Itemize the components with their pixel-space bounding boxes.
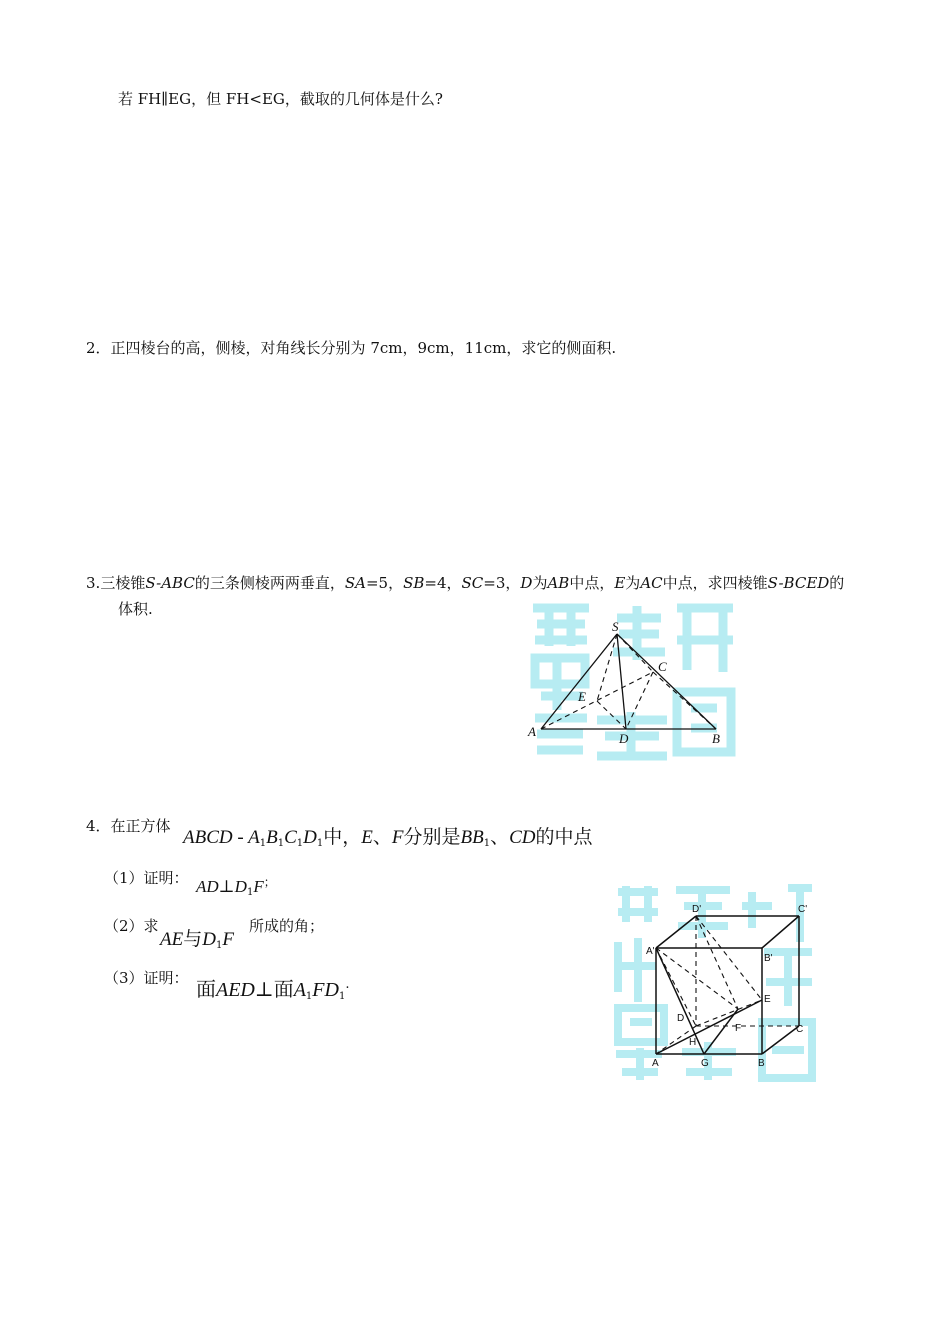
q3-line1 <box>86 572 844 593</box>
label-C: C <box>658 659 667 674</box>
q4-sub: 1 <box>277 838 285 849</box>
label-E: E <box>578 689 586 704</box>
p3-AED: AED <box>216 979 255 1001</box>
q4-p3-label: （3）证明： <box>104 969 189 987</box>
q4-C1: C <box>284 827 297 848</box>
q3-t10: 的 <box>829 574 845 592</box>
q4-B1: B <box>266 827 278 848</box>
p1-AD: AD <box>196 877 219 896</box>
q4-are: 分别是 <box>403 826 461 848</box>
q3-m1: S-ABC <box>145 574 195 592</box>
label-Dp: D' <box>692 904 702 915</box>
label-Bp: B' <box>764 953 773 964</box>
label-E: E <box>764 994 771 1005</box>
q4-sub: 1 <box>316 838 324 849</box>
p3-sub2: 1 <box>338 991 346 1002</box>
q4-p3-expr <box>196 973 349 1002</box>
q4-sub: 1 <box>259 838 267 849</box>
p1-D: D <box>234 877 247 896</box>
p2-AE: AE <box>160 929 184 950</box>
p2-sub: 1 <box>215 940 223 951</box>
q4-E: E <box>361 827 373 848</box>
watermark-seal <box>616 886 812 1080</box>
q4-p1-expr <box>196 873 276 898</box>
q3-t1: 三棱锥 <box>100 574 146 592</box>
q3-m7: E <box>614 574 626 592</box>
q3-m4: SC <box>461 574 484 592</box>
q3-m3: SB <box>403 574 425 592</box>
p2-D: D <box>202 929 216 950</box>
label-Ap: A' <box>646 946 655 957</box>
q4-in: 中， <box>323 826 362 848</box>
q3-t2: 的三条侧棱两两垂直， <box>194 574 345 592</box>
p1-end: ； <box>263 875 276 889</box>
label-B: B <box>758 1058 765 1069</box>
label-S: S <box>612 619 619 634</box>
q3-m9: S-BCED <box>767 574 830 592</box>
q4-BB: BB <box>460 827 484 848</box>
q4-sub: 1 <box>296 838 304 849</box>
q4-CD: CD <box>509 827 536 848</box>
q3-t7: 中点， <box>569 574 615 592</box>
p3-face2: 面 <box>273 977 294 1001</box>
pyramid-figure <box>527 600 742 765</box>
label-B: B <box>712 731 720 746</box>
label-C: C <box>796 1024 804 1035</box>
label-F: F <box>735 1023 742 1034</box>
q4-p1-label: （1）证明： <box>104 869 189 887</box>
q3-t5: =3， <box>483 574 521 592</box>
q3-m2: SA <box>344 574 366 592</box>
label-H: H <box>689 1037 697 1048</box>
p1-F: F <box>253 877 264 896</box>
q3-t4: =4， <box>424 574 462 592</box>
q4-A1: A <box>248 827 260 848</box>
q4-cube-prefix: ABCD - <box>183 827 249 848</box>
p1-perp: ⊥ <box>218 877 235 897</box>
q3-line2: 体积. <box>118 600 153 618</box>
q3-t6: 为 <box>532 574 548 592</box>
label-D: D <box>619 731 629 746</box>
q4-number: 4． <box>86 817 111 835</box>
q3-t9: 中点，求四棱锥 <box>662 574 768 592</box>
q1-continuation-text: 若 FH∥EG，但 FH<EG，截取的几何体是什么? <box>118 90 443 108</box>
p3-end: . <box>345 977 350 992</box>
label-G: G <box>701 1058 709 1069</box>
q4-p2-tail: 所成的角； <box>249 917 325 935</box>
q4-p2-label: （2）求 <box>104 917 159 935</box>
label-D: D <box>677 1013 685 1024</box>
q3-t8: 为 <box>625 574 641 592</box>
p1-sub: 1 <box>246 887 254 898</box>
q4-intro <box>86 815 171 836</box>
p3-sub1: 1 <box>305 991 313 1002</box>
q2-text: 2．正四棱台的高，侧棱，对角线长分别为 7cm，9cm，11cm，求它的侧面积. <box>86 339 617 357</box>
q4-midpoints: 的中点 <box>535 826 593 848</box>
label-Cp: C' <box>798 904 808 915</box>
q4-sub: 1 <box>483 838 491 849</box>
q4-statement <box>183 822 593 849</box>
q4-p2-expr <box>160 924 234 951</box>
p3-FD: FD <box>312 979 339 1001</box>
q3-m6: AB <box>547 574 570 592</box>
q3-t3: =5， <box>365 574 404 592</box>
p2-with: 与 <box>183 928 203 950</box>
q4-F: F <box>391 827 404 848</box>
q3-m5: D <box>520 574 533 592</box>
p2-F: F <box>222 929 234 950</box>
q4-intro-text: 在正方体 <box>110 817 171 835</box>
label-A: A <box>652 1058 659 1069</box>
p3-perp: ⊥ <box>254 977 274 1001</box>
cube-figure <box>612 882 817 1082</box>
p3-face1: 面 <box>196 977 216 1001</box>
label-A: A <box>528 724 536 739</box>
p3-A: A <box>293 979 306 1001</box>
q4-sep2: 、 <box>490 826 510 848</box>
q3-m8: AC <box>640 574 663 592</box>
q3-number: 3. <box>86 574 101 592</box>
q4-D1: D <box>303 827 317 848</box>
q4-sep: 、 <box>372 826 392 848</box>
